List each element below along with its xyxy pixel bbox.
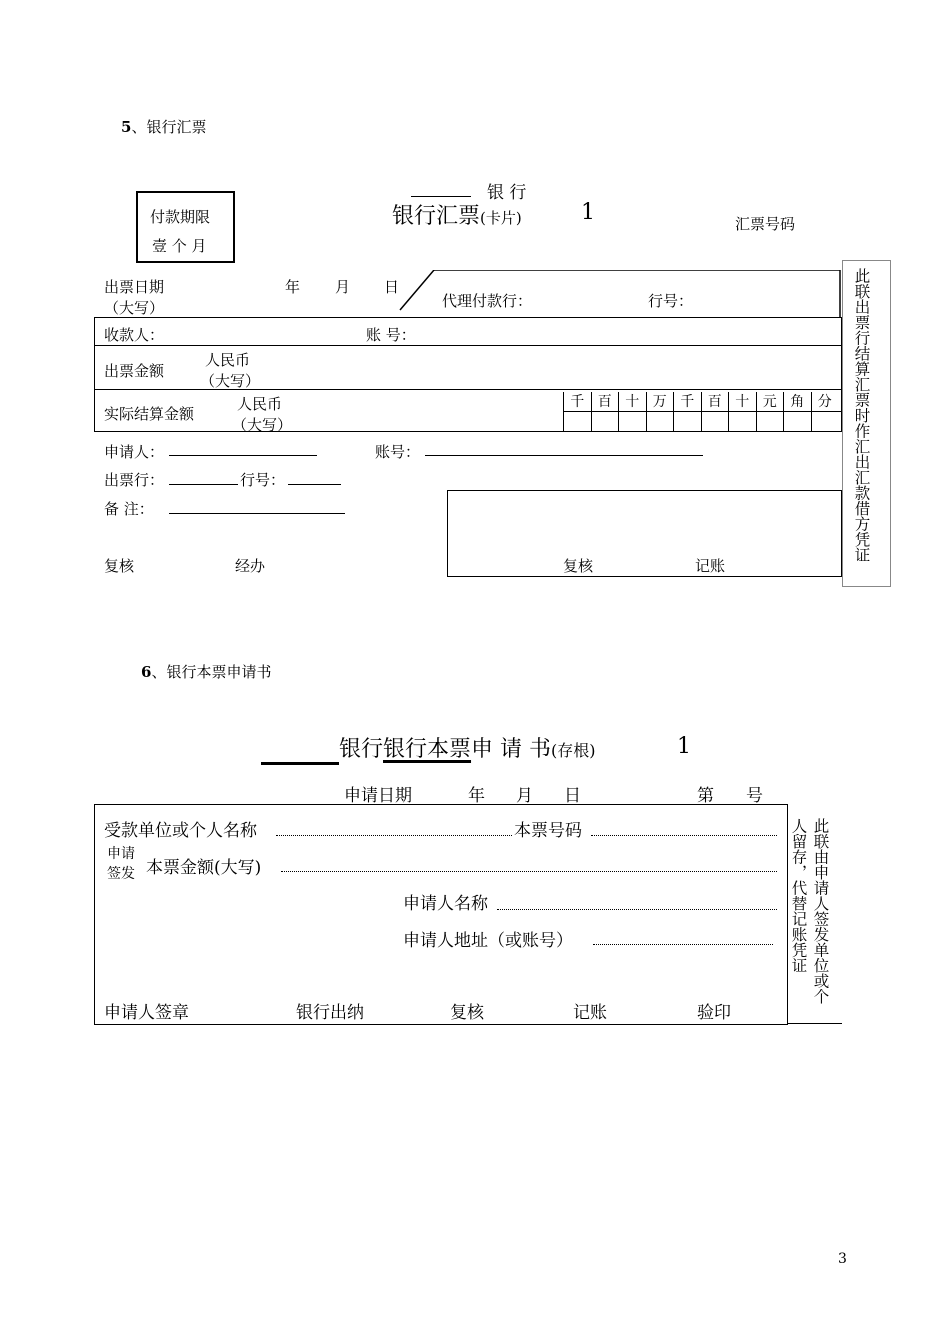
applicant-account-label: 账号： xyxy=(375,443,421,461)
applicant-name-field[interactable] xyxy=(497,909,777,910)
issue-amount-rmb: 人民币 xyxy=(205,351,251,369)
agent-bank-no-label: 行号： xyxy=(648,292,694,310)
payee-label: 收款人： xyxy=(104,326,165,344)
remark-label: 备 注： xyxy=(104,500,154,518)
issuer-bank-no-field[interactable] xyxy=(288,484,341,485)
seal-check-label: 验印 xyxy=(697,1003,731,1023)
amount-digit-cells[interactable] xyxy=(563,411,838,431)
side-note-col-1: 此联由申请人签发单位或个 xyxy=(811,818,830,1004)
draft-title: 银行汇票(卡片) xyxy=(392,204,522,229)
note-amount-label: 本票金额(大写) xyxy=(146,858,262,878)
bank-stamp-box xyxy=(447,490,842,577)
note-amount-field[interactable] xyxy=(281,871,777,872)
issuer-bank-field[interactable] xyxy=(169,484,238,485)
digit-header: 千 xyxy=(563,392,591,412)
issue-date-caps: （大写） xyxy=(104,299,165,317)
applicant-account-field[interactable] xyxy=(425,455,703,456)
issue-year: 年 xyxy=(285,278,301,296)
copy-number: 1 xyxy=(581,200,595,225)
issue-date-label: 出票日期 xyxy=(104,278,165,296)
bank-bookkeeping-label: 记账 xyxy=(695,557,726,575)
issue-day: 日 xyxy=(384,278,400,296)
digit-header: 分 xyxy=(811,392,839,412)
handler-label: 经办 xyxy=(235,557,266,575)
digit-header: 元 xyxy=(756,392,784,412)
amount-digit-headers xyxy=(563,392,838,412)
actual-amount-rmb: 人民币 xyxy=(237,395,283,413)
issue-amount-caps: （大写） xyxy=(200,372,261,390)
applicant-signature-label: 申请人签章 xyxy=(104,1003,189,1023)
applicant-address-label: 申请人地址（或账号） xyxy=(403,931,573,951)
remark-field[interactable] xyxy=(169,513,345,514)
digit-header: 角 xyxy=(783,392,811,412)
apply-day: 日 xyxy=(564,786,581,806)
side-note-text: 此联出票行结算汇票时作汇出汇款借方凭证 xyxy=(852,268,871,563)
issuer-bank-label: 出票行： xyxy=(104,471,165,489)
bank-name-blank[interactable] xyxy=(411,196,471,197)
actual-amount-label: 实际结算金额 xyxy=(104,405,195,423)
bank-review-label: 复核 xyxy=(563,557,594,575)
bookkeeping-label-6: 记账 xyxy=(573,1003,607,1023)
apply-month: 月 xyxy=(516,786,533,806)
application-title: 银行银行本票申 请 书(存根) xyxy=(339,737,596,762)
issuer-bank-no-label: 行号： xyxy=(240,471,286,489)
digit-header: 万 xyxy=(646,392,674,412)
issue-label-2: 签发 xyxy=(107,866,135,882)
draft-number-label: 汇票号码 xyxy=(735,215,796,233)
bank-name-blank-6[interactable] xyxy=(261,762,339,765)
applicant-field[interactable] xyxy=(169,455,317,456)
side-note-col-2: 人留存，代替记账凭证 xyxy=(789,818,808,973)
applicant-address-field[interactable] xyxy=(593,944,773,945)
digit-header: 十 xyxy=(618,392,646,412)
section5-heading: 5、银行汇票 xyxy=(121,118,207,136)
issue-label-1: 申请 xyxy=(107,846,135,862)
page-number: 3 xyxy=(838,1251,847,1267)
note-number-field[interactable] xyxy=(591,835,777,836)
agent-bank-label: 代理付款行： xyxy=(442,292,533,310)
section6-heading: 6、银行本票申请书 xyxy=(141,663,272,681)
bank-suffix: 银 行 xyxy=(487,183,527,203)
bank-cashier-label: 银行出纳 xyxy=(296,1003,364,1023)
payee-name-label: 受款单位或个人名称 xyxy=(104,821,257,841)
payment-term-label: 付款期限 xyxy=(150,208,211,226)
side-bottom-line xyxy=(788,1023,842,1024)
apply-date-label: 申请日期 xyxy=(344,786,412,806)
digit-header: 千 xyxy=(673,392,701,412)
serial-prefix: 第 xyxy=(697,786,714,806)
actual-amount-caps: （大写） xyxy=(232,416,293,434)
digit-header: 百 xyxy=(701,392,729,412)
row-divider xyxy=(94,345,842,346)
copy-number-6: 1 xyxy=(677,734,691,759)
review-label: 复核 xyxy=(104,557,135,575)
issue-month: 月 xyxy=(335,278,351,296)
payee-name-field[interactable] xyxy=(276,835,512,836)
issue-amount-label: 出票金额 xyxy=(104,362,165,380)
payee-account-label: 账 号： xyxy=(366,326,416,344)
applicant-name-label: 申请人名称 xyxy=(403,894,488,914)
digit-header: 十 xyxy=(728,392,756,412)
apply-year: 年 xyxy=(468,786,485,806)
applicant-label: 申请人： xyxy=(104,443,165,461)
serial-suffix: 号 xyxy=(746,786,763,806)
review-label-6: 复核 xyxy=(450,1003,484,1023)
digit-header: 百 xyxy=(591,392,619,412)
note-number-label: 本票号码 xyxy=(514,821,582,841)
payment-term-value: 壹 个 月 xyxy=(152,237,207,255)
